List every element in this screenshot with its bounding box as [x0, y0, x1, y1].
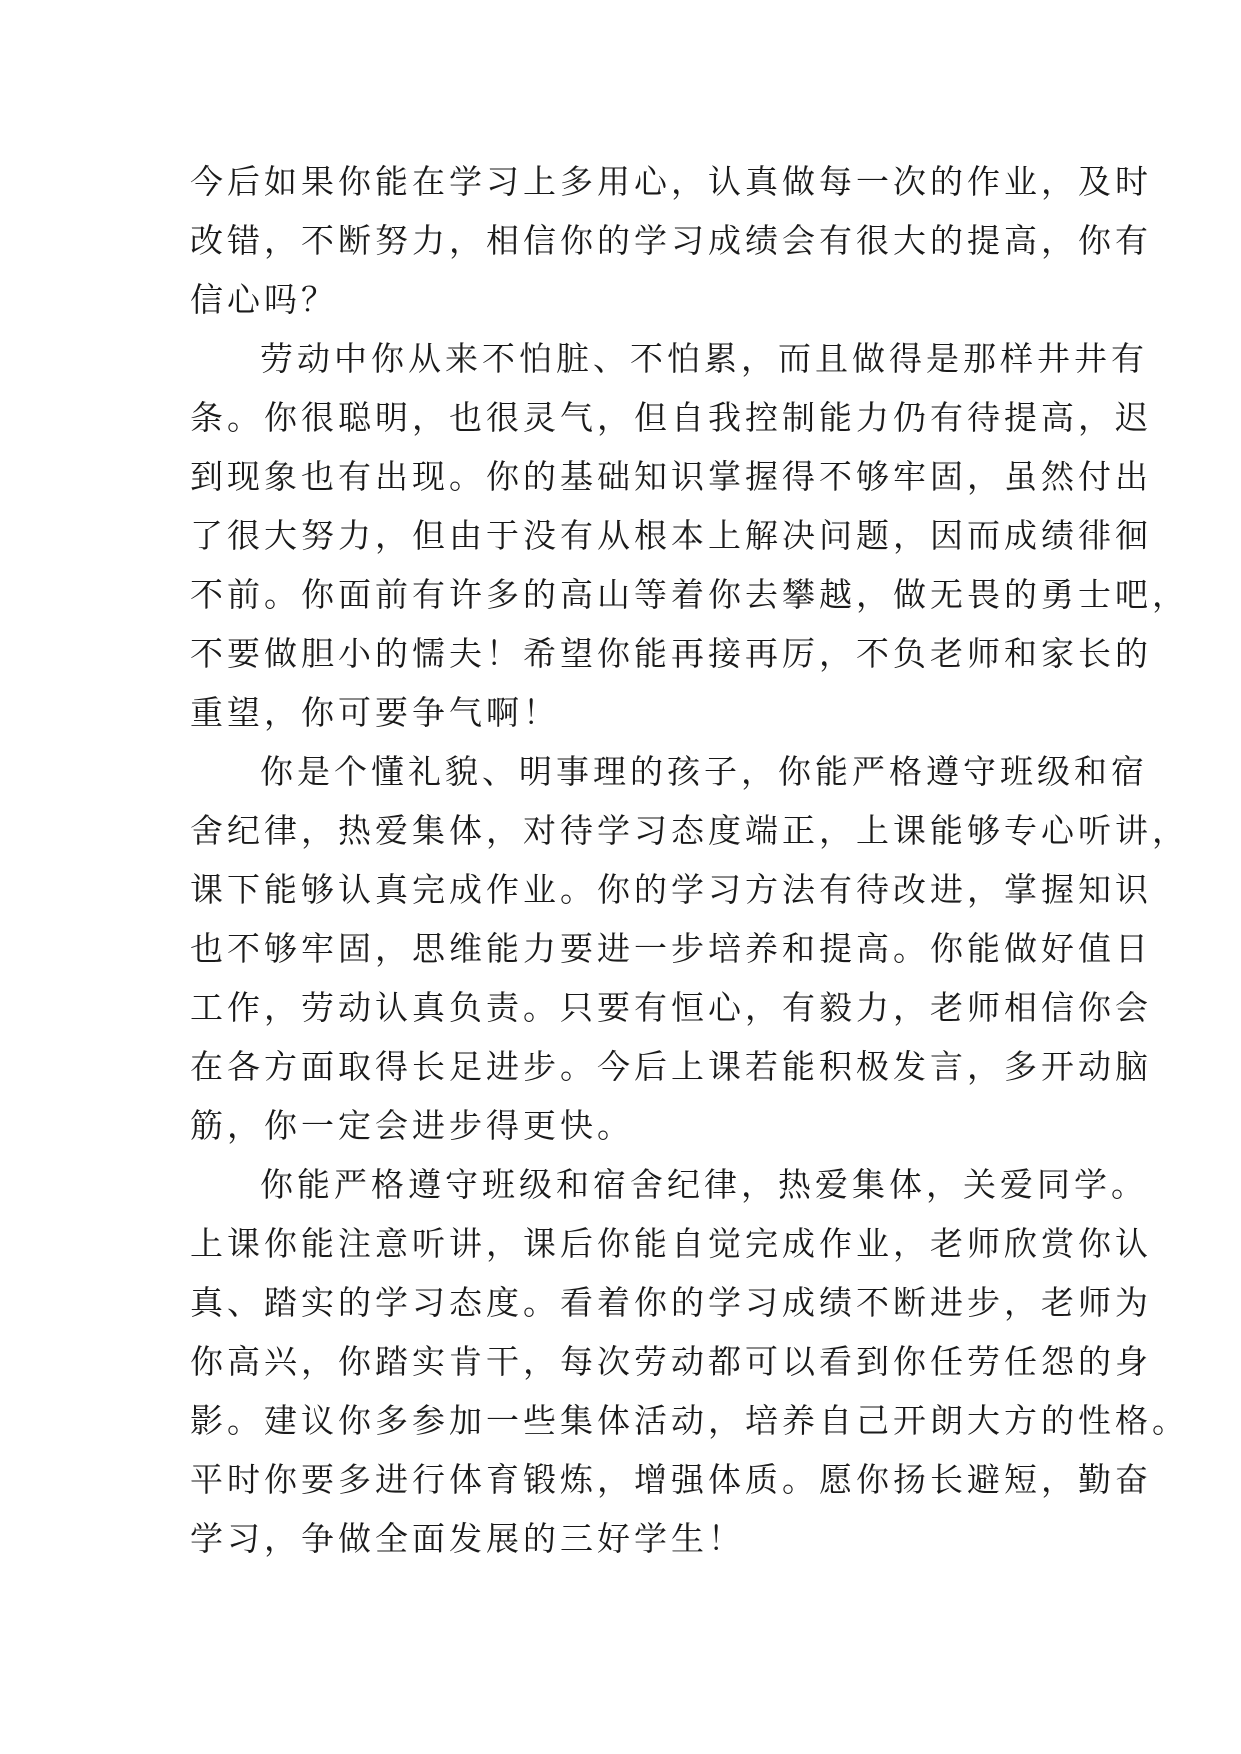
- text-line: 筋，你一定会进步得更快。: [190, 1106, 634, 1145]
- text-line: 上课你能注意听讲，课后你能自觉完成作业，老师欣赏你认: [190, 1224, 1152, 1263]
- text-line: 到现象也有出现。你的基础知识掌握得不够牢固，虽然付出: [190, 457, 1152, 496]
- text-line: 工作，劳动认真负责。只要有恒心，有毅力，老师相信你会: [190, 988, 1152, 1027]
- text-line: 也不够牢固，思维能力要进一步培养和提高。你能做好值日: [190, 929, 1152, 968]
- text-line: 在各方面取得长足进步。今后上课若能积极发言，多开动脑: [190, 1047, 1152, 1086]
- text-line: 了很大努力，但由于没有从根本上解决问题，因而成绩徘徊: [190, 516, 1152, 555]
- text-line: 你是个懂礼貌、明事理的孩子，你能严格遵守班级和宿: [260, 752, 1148, 791]
- text-line: 改错，不断努力，相信你的学习成绩会有很大的提高，你有: [190, 221, 1152, 260]
- paragraph-1: [190, 152, 1152, 329]
- text-line: 舍纪律，热爱集体，对待学习态度端正，上课能够专心听讲，: [190, 811, 1189, 850]
- text-line: 不要做胆小的懦夫！希望你能再接再厉，不负老师和家长的: [190, 634, 1152, 673]
- text-line: 学习，争做全面发展的三好学生！: [190, 1519, 745, 1558]
- document-body: [190, 152, 1189, 1568]
- text-line: 不前。你面前有许多的高山等着你去攀越，做无畏的勇士吧，: [190, 575, 1189, 614]
- text-line: 你能严格遵守班级和宿舍纪律，热爱集体，关爱同学。: [260, 1165, 1148, 1204]
- text-line: 劳动中你从来不怕脏、不怕累，而且做得是那样井井有: [260, 339, 1148, 378]
- text-line: 影。建议你多参加一些集体活动，培养自己开朗大方的性格。: [190, 1401, 1189, 1440]
- text-line: 课下能够认真完成作业。你的学习方法有待改进，掌握知识: [190, 870, 1152, 909]
- text-line: 你高兴，你踏实肯干，每次劳动都可以看到你任劳任怨的身: [190, 1342, 1152, 1381]
- text-line: 条。你很聪明，也很灵气，但自我控制能力仍有待提高，迟: [190, 398, 1152, 437]
- text-line: 重望，你可要争气啊！: [190, 693, 560, 732]
- text-line: 信心吗？: [190, 280, 338, 319]
- paragraph-2: [190, 329, 1189, 742]
- text-line: 真、踏实的学习态度。看着你的学习成绩不断进步，老师为: [190, 1283, 1152, 1322]
- text-line: 平时你要多进行体育锻炼，增强体质。愿你扬长避短，勤奋: [190, 1460, 1152, 1499]
- paragraph-3: [190, 742, 1189, 1155]
- paragraph-4: [190, 1155, 1189, 1568]
- text-line: 今后如果你能在学习上多用心，认真做每一次的作业，及时: [190, 162, 1152, 201]
